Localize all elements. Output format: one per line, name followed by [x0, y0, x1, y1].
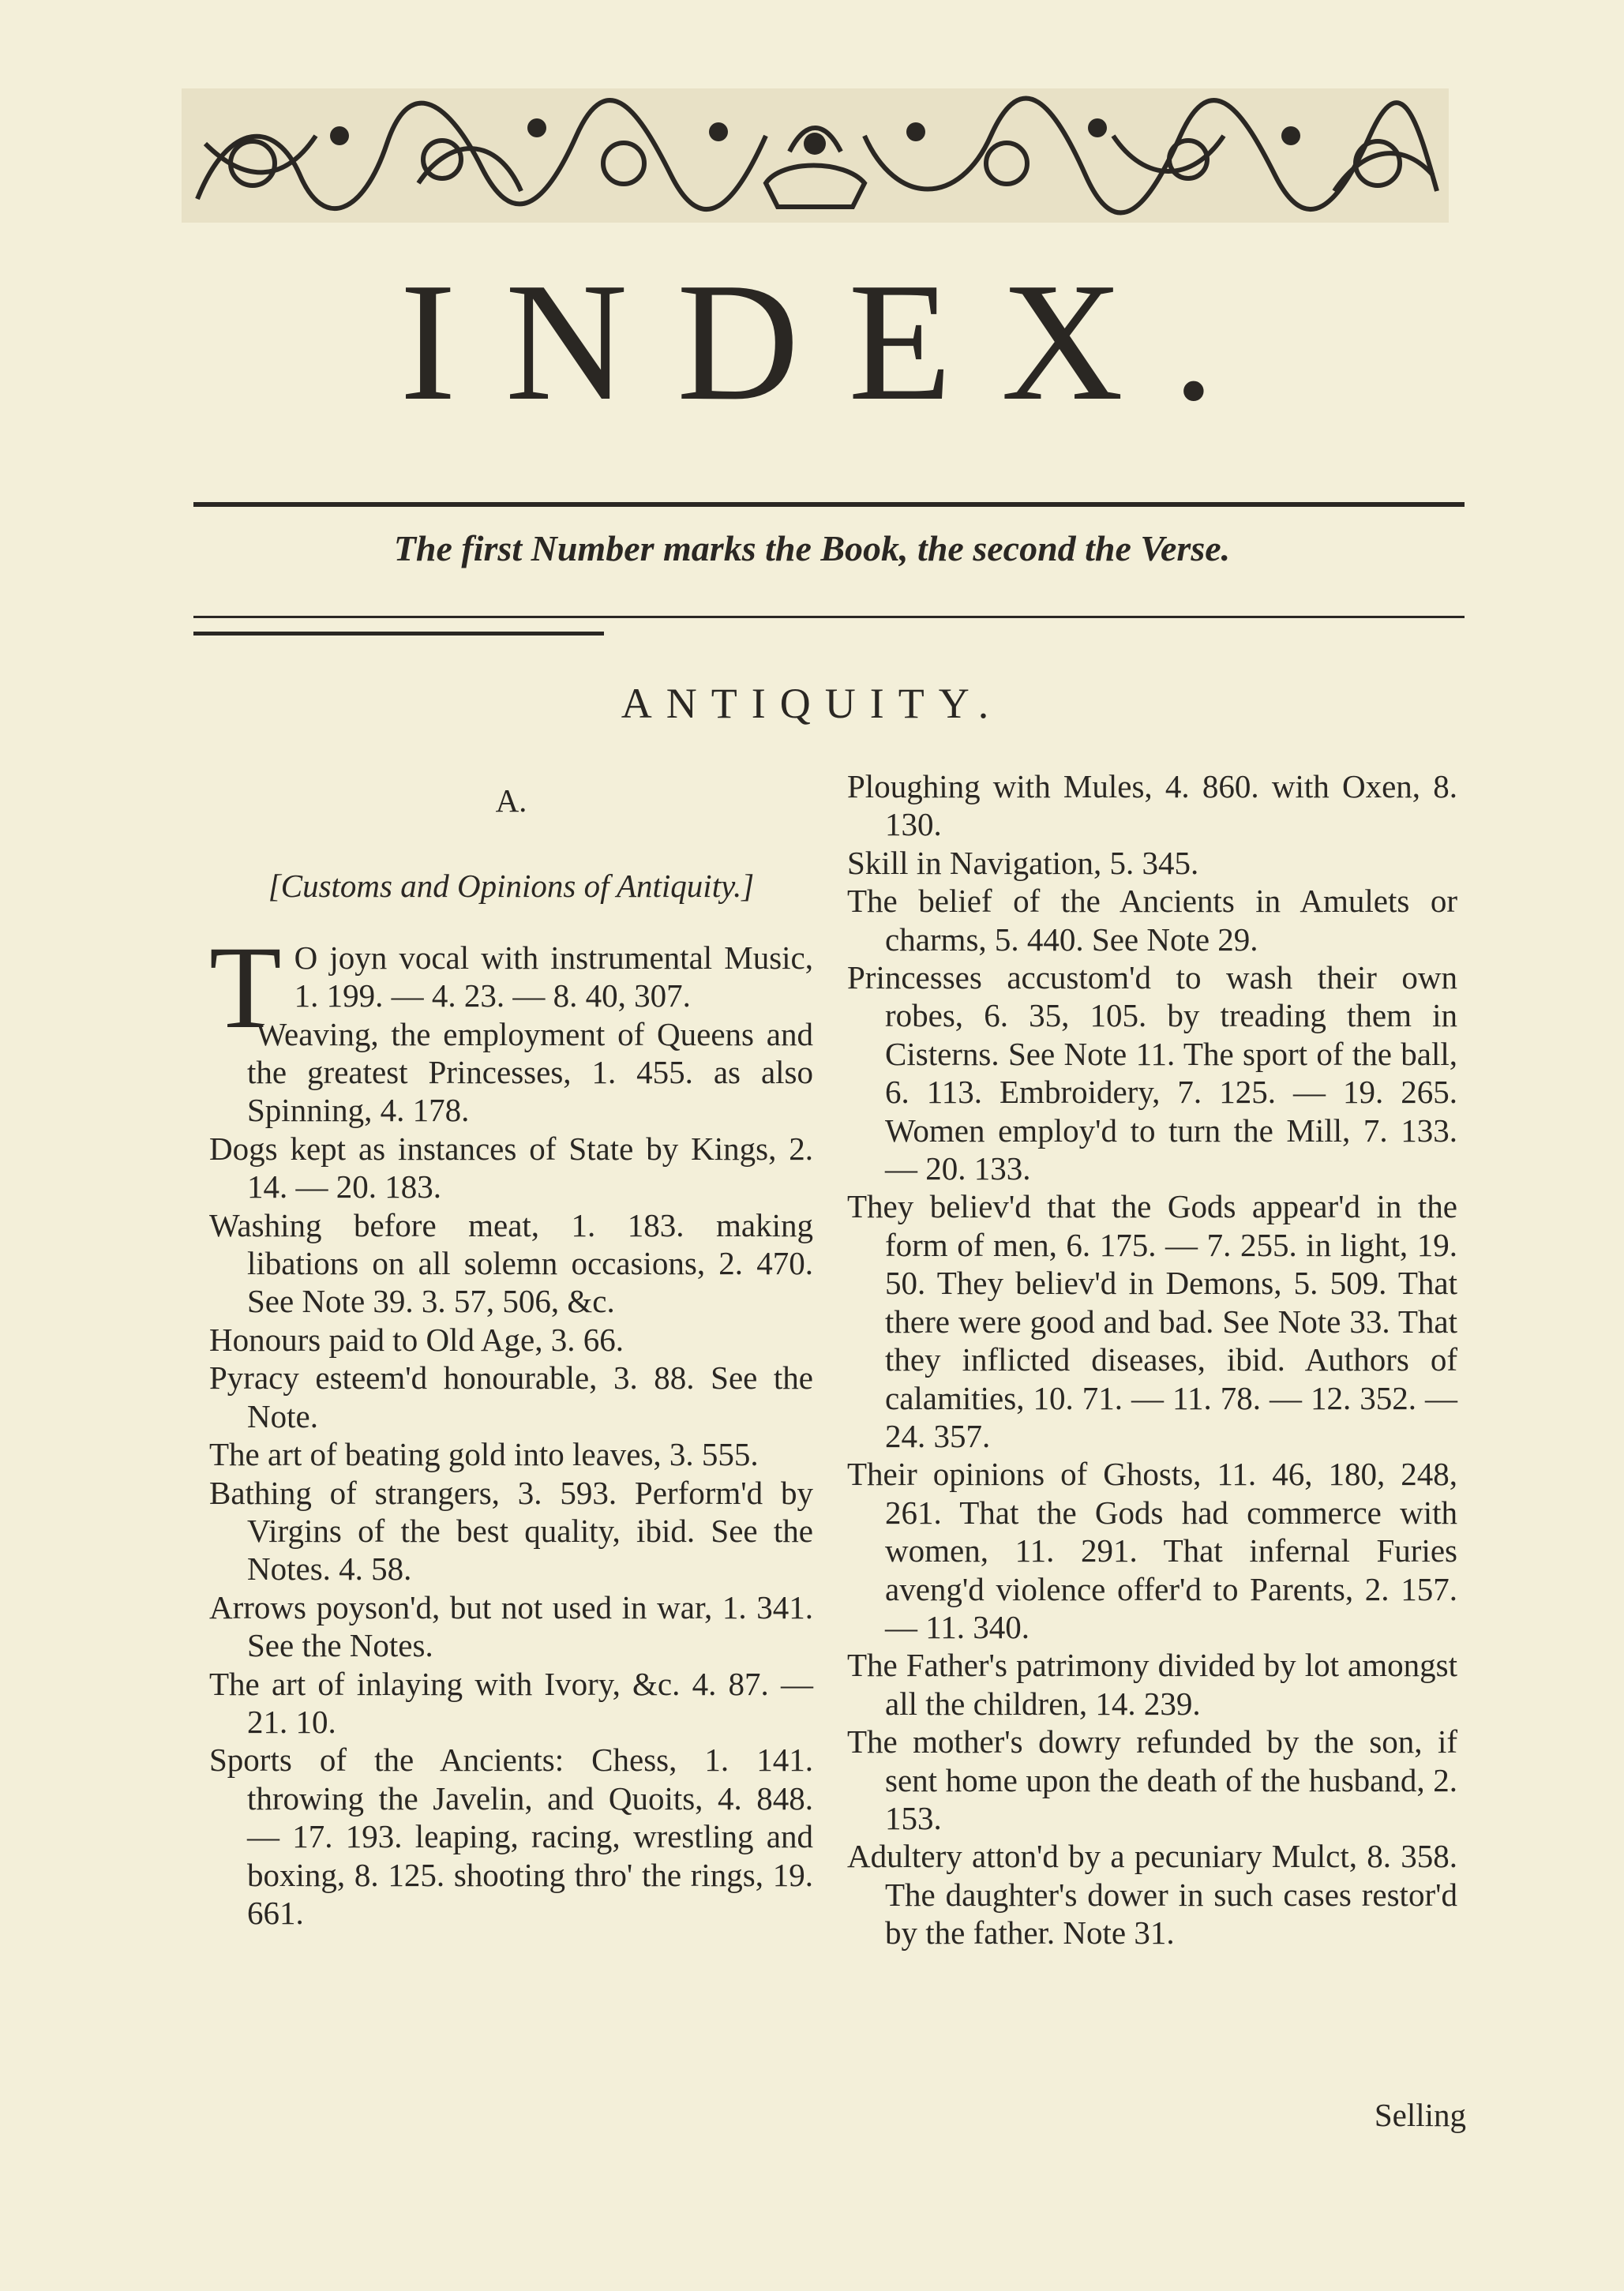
- index-entry: Adultery atton'd by a pecuniary Mulct, 8. 358. The daughter's dower in such cases restor'd by the father. Note 31.: [847, 1838, 1457, 1952]
- top-rule: [193, 502, 1465, 507]
- index-entry: Arrows poyson'd, but not used in war, 1. 341. See the Notes.: [209, 1588, 813, 1664]
- index-entry: The Father's patrimony divided by lot amongst all the children, 14. 239.: [847, 1647, 1457, 1722]
- entry-text: O joyn vocal with instrumental Music, 1. 199. — 4. 23. — 8. 40, 307.: [294, 939, 813, 1014]
- page-title: INDEX.: [399, 247, 1264, 436]
- index-entry: Skill in Navigation, 5. 345.: [847, 844, 1199, 881]
- index-entry: They believ'd that the Gods appear'd in the form of men, 6. 175. — 7. 255. in light, 19. 50. They believ'd in Demons, 5. 509. That there were good and bad. See Note 33. That they inflicted diseases, ibid. Authors of calamities, 10. 71. — 11. 78. — 12. 352. — 24. 357.: [847, 1188, 1457, 1454]
- index-entry: Weaving, the employment of Queens and the greatest Princesses, 1. 455. as also Spinning, 4. 178.: [247, 1015, 813, 1129]
- section-heading: ANTIQUITY.: [621, 680, 1003, 727]
- index-entry: Sports of the Ancients: Chess, 1. 141. throwing the Javelin, and Quoits, 4. 848. — 17. 193. leaping, racing, wrestling and boxing, 8. 125. shooting thro' the rings, 19. 661.: [209, 1742, 813, 1931]
- left-column: [209, 782, 813, 1932]
- index-entry: Princesses accustom'd to wash their own robes, 6. 35, 105. by treading them in Cisterns. See Note 11. The sport of the ball, 6. 113. Embroidery, 7. 125. — 19. 265. Women employ'd to turn the Mill, 7. 133. — 20. 133.: [847, 959, 1457, 1187]
- subtitle: The first Number marks the Book, the second the Verse.: [393, 528, 1231, 568]
- index-entry: Their opinions of Ghosts, 11. 46, 180, 248, 261. That the Gods had commerce with women, 11. 291. That infernal Furies aveng'd violence offer'd to Parents, 2. 157. — 11. 340.: [847, 1456, 1457, 1645]
- right-column: [847, 767, 1457, 1952]
- index-entry: [209, 921, 813, 1053]
- middle-rule-bold: [193, 632, 604, 636]
- drop-cap: T: [209, 921, 282, 1053]
- category-heading: [Customs and Opinions of Antiquity.]: [268, 868, 755, 905]
- index-entry: Honours paid to Old Age, 3. 66.: [209, 1321, 624, 1358]
- middle-rule: [193, 616, 1465, 618]
- index-entry: Ploughing with Mules, 4. 860. with Oxen, 8. 130.: [847, 768, 1457, 843]
- index-entry: The mother's dowry refunded by the son, if sent home upon the death of the husband, 2. 153.: [847, 1723, 1457, 1836]
- index-entry: Dogs kept as instances of State by Kings, 2. 14. — 20. 183.: [209, 1130, 813, 1205]
- index-entry: Pyracy esteem'd honourable, 3. 88. See the Note.: [209, 1359, 813, 1434]
- index-entry: The art of beating gold into leaves, 3. 555.: [209, 1436, 759, 1473]
- catchword: Selling: [1374, 2097, 1466, 2133]
- headpiece-ornament-icon: [182, 88, 1449, 223]
- index-entry: Bathing of strangers, 3. 593. Perform'd by Virgins of the best quality, ibid. See the Notes. 4. 58.: [209, 1474, 813, 1588]
- letter-heading: A.: [495, 782, 527, 819]
- index-entry: Washing before meat, 1. 183. making libations on all solemn occasions, 2. 470. See Note 39. 3. 57, 506, &c.: [209, 1206, 813, 1320]
- index-entry: The art of inlaying with Ivory, &c. 4. 87. — 21. 10.: [209, 1665, 813, 1740]
- index-entry: The belief of the Ancients in Amulets or charms, 5. 440. See Note 29.: [847, 883, 1457, 958]
